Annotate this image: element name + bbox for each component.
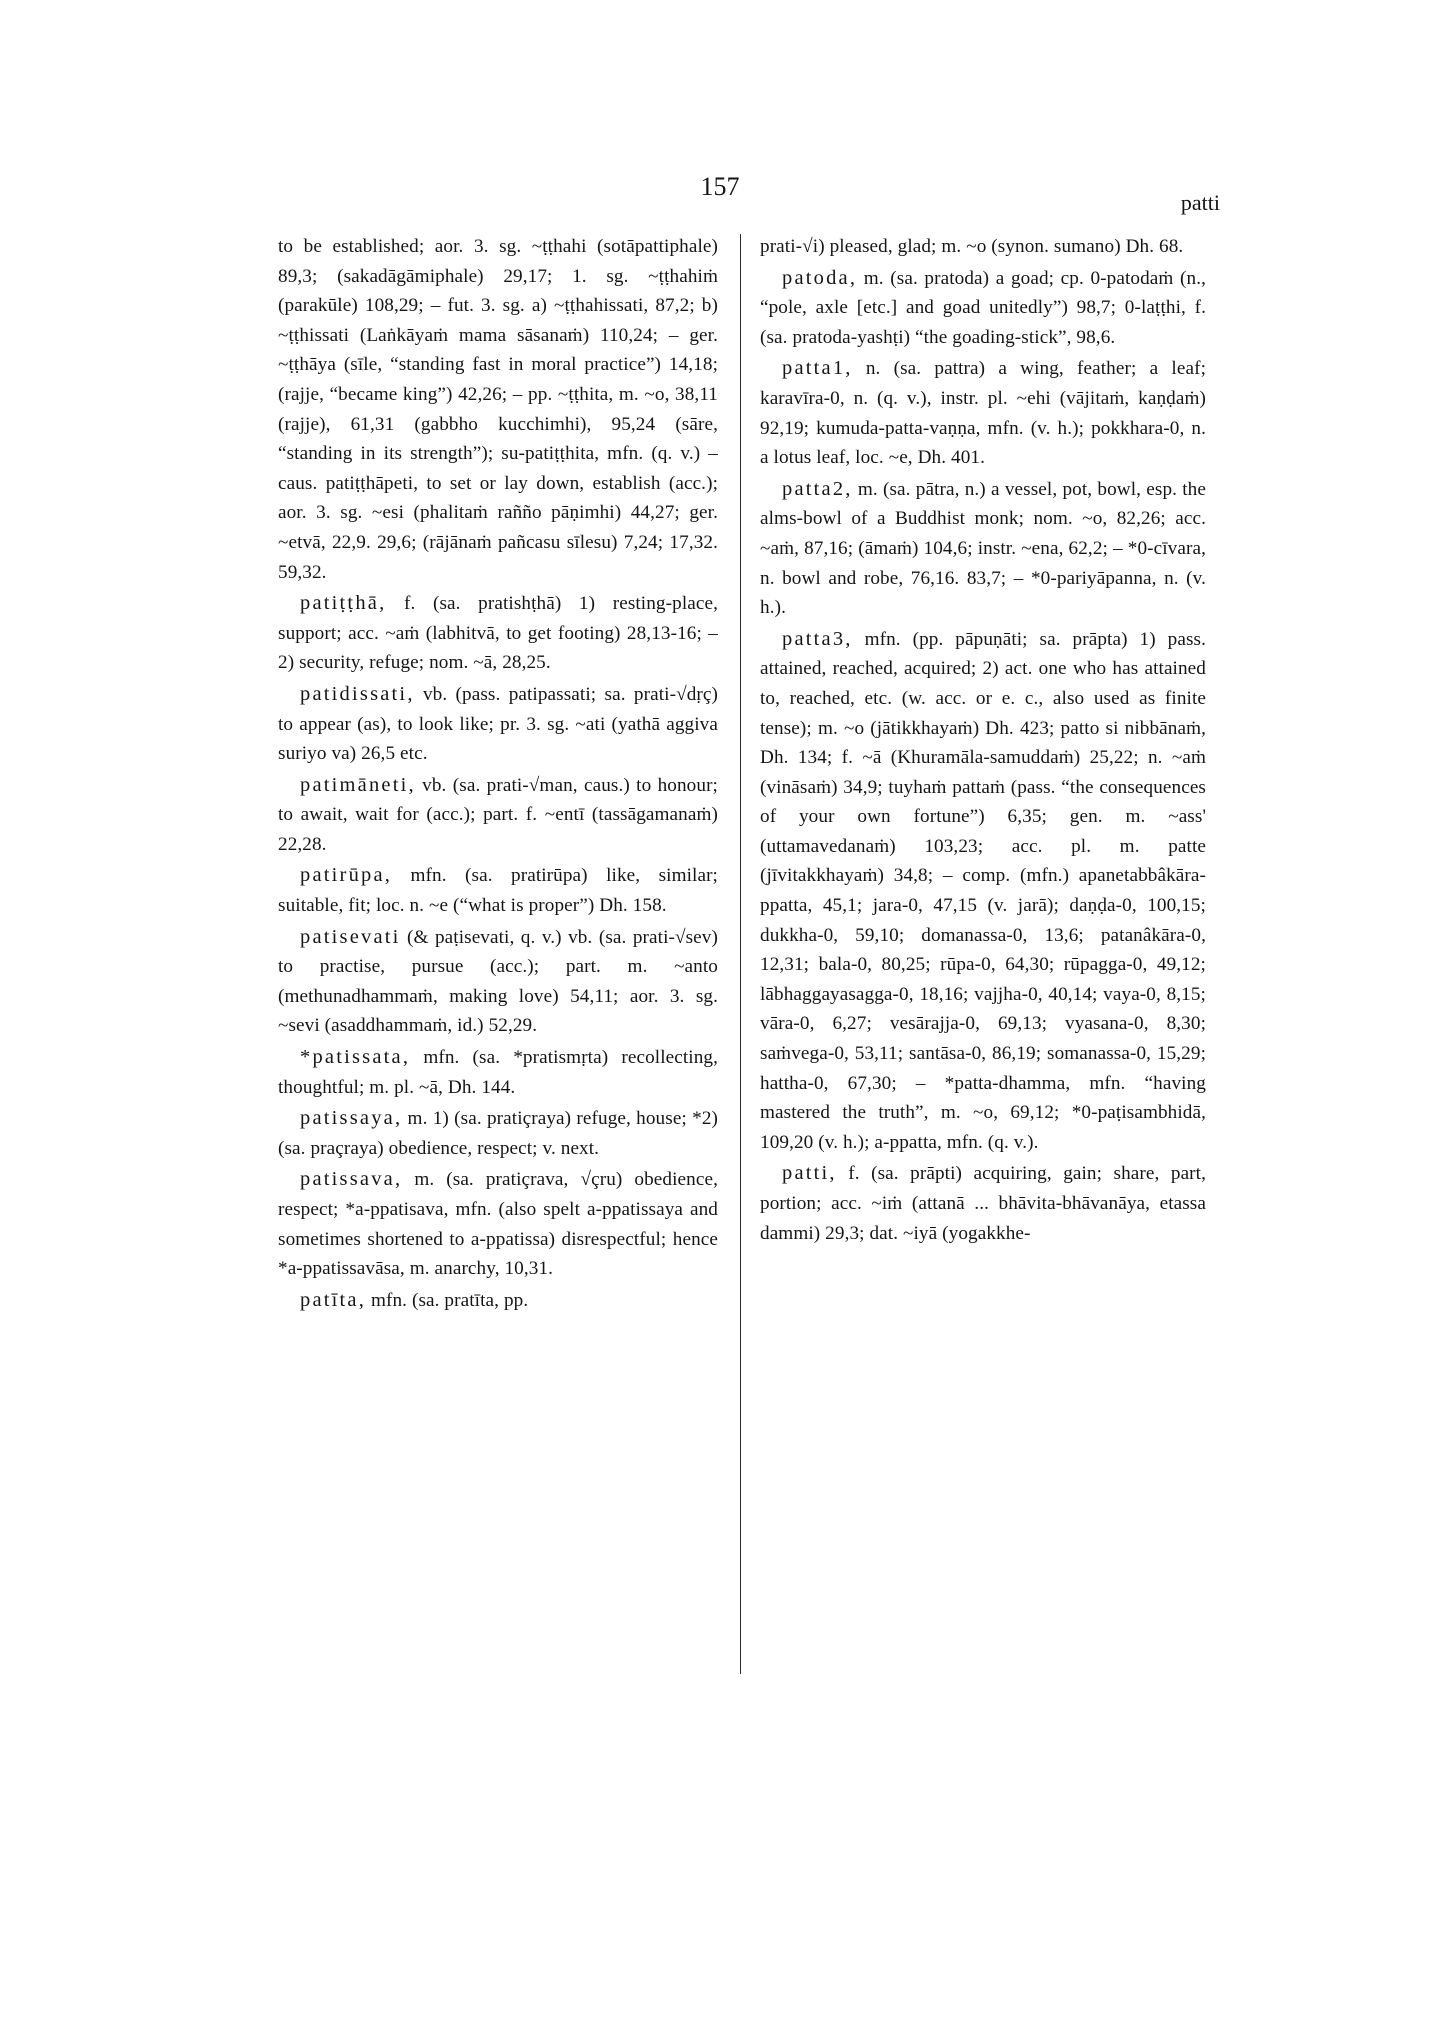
- entry-headword: patidissati,: [300, 682, 415, 705]
- entry-headword: patoda,: [782, 266, 858, 289]
- dictionary-entry: [278, 771, 718, 860]
- entry-text: (& paṭisevati, q. v.) vb. (sa. prati-√sev) to practise, pursue (acc.); part. m. ~anto (methunadhammaṁ, making love) 54,11; aor. 3. sg. ~sevi (asaddhammaṁ, id.) 52,29.: [278, 926, 718, 1037]
- dictionary-entry: [278, 680, 718, 769]
- entry-headword: patti,: [782, 1162, 837, 1185]
- dictionary-entry: [278, 1043, 718, 1102]
- dictionary-entry: [278, 923, 718, 1041]
- entry-text: vb. (sa. prati-√man, caus.) to honour; to await, wait for (acc.); part. f. ~entī (tassāgamanaṁ) 22,28.: [278, 774, 718, 855]
- entry-headword: patiṭṭhā,: [300, 592, 387, 615]
- entry-text: f. (sa. prāpti) acquiring, gain; share, part, portion; acc. ~iṁ (attanā ... bhāvita-bhāvanāya, etassa dammi) 29,3; dat. ~iyā (yogakkhe-: [760, 1163, 1207, 1244]
- dictionary-entry: [278, 1165, 718, 1283]
- dictionary-entry: [760, 264, 1206, 353]
- entry-text: vb. (pass. patipassati; sa. prati-√dṛç) to appear (as), to look like; pr. 3. sg. ~ati (yathā aggiva suriyo va) 26,5 etc.: [278, 683, 718, 765]
- column-divider: [740, 234, 741, 1674]
- entry-text: prati-√i) pleased, glad; m. ~o (synon. sumano) Dh. 68.: [760, 236, 1184, 257]
- entry-text: to be established; aor. 3. sg. ~ṭṭhahi (sotāpattiphale) 89,3; (sakadāgāmiphale) 29,17; 1. sg. ~ṭṭhahiṁ (parakūle) 108,29; – fut. 3. sg. a) ~ṭṭhahissati, 87,2; b) ~ṭṭhissati (Laṅkāyaṁ mama sāsanaṁ) 110,24; – ger. ~ṭṭhāya (sīle, “standing fast in moral practice”) 14,18; (rajje, “became king”) 42,26; – pp. ~ṭṭhita, m. ~o, 38,11 (rajje), 61,31 (gabbho kucchimhi), 95,24 (sāre, “standing in its strength”); su-patiṭṭhita, mfn. (q. v.) – caus. patiṭṭhāpeti, to set or lay down, establish (acc.); aor. 3. sg. ~esi (phalitaṁ rañño pāṇimhi) 44,27; ger. ~etvā, 22,9. 29,6; (rājānaṁ pañcasu sīlesu) 7,24; 17,32. 59,32.: [278, 236, 718, 583]
- dictionary-entry: [760, 475, 1206, 623]
- entry-headword: patīta,: [300, 1288, 367, 1311]
- entry-text: mfn. (sa. pratīta, pp.: [370, 1289, 529, 1311]
- entry-headword: patta2,: [782, 477, 853, 500]
- dictionary-entry: [278, 1104, 718, 1163]
- dictionary-entry: [278, 1286, 718, 1316]
- entry-text: m. 1) (sa. pratiçraya) refuge, house; *2) (sa. praçraya) obedience, respect; v. next.: [278, 1108, 718, 1159]
- entry-headword: patissava,: [300, 1168, 403, 1191]
- entry-text: mfn. (sa. pratirūpa) like, similar; suitable, fit; loc. n. ~e (“what is proper”) Dh. 158.: [278, 865, 718, 917]
- page-number: 157: [700, 172, 740, 201]
- left-column: [278, 232, 718, 1315]
- entry-headword: patimāneti,: [300, 773, 416, 796]
- entry-text: n. (sa. pattra) a wing, feather; a leaf; karavīra-0, n. (q. v.), instr. pl. ~ehi (vājitaṁ, kaṇḍaṁ) 92,19; kumuda-patta-vaṇṇa, mfn. (v. h.); pokkhara-0, n. a lotus leaf, loc. ~e, Dh. 401.: [760, 358, 1206, 469]
- dictionary-entry: [278, 589, 718, 678]
- entry-text: mfn. (pp. pāpuṇāti; sa. prāpta) 1) pass. attained, reached, acquired; 2) act. one who has attained to, reached, etc. (w. acc. or e. c., also used as finite tense); m. ~o (jātikkhayaṁ) Dh. 423; patto si nibbānaṁ, Dh. 134; f. ~ā (Khuramāla-samuddaṁ) 25,22; n. ~aṁ (vināsaṁ) 34,9; tuyhaṁ pattaṁ (pass. “the consequences of your own fortune”) 6,35; gen. m. ~ass' (uttamavedanaṁ) 103,23; acc. pl. m. patte (jīvitakkhayaṁ) 34,8; – comp. (mfn.) apanetabbâkāra-ppatta, 45,1; jara-0, 47,15 (v. jarā); daṇḍa-0, 100,15; dukkha-0, 59,10; domanassa-0, 13,6; patanâkāra-0, 12,31; bala-0, 80,25; rūpa-0, 64,30; rūpagga-0, 49,12; lābhaggayasagga-0, 18,16; vajjha-0, 40,14; vaya-0, 8,15; vāra-0, 6,27; vesārajja-0, 69,13; vyasana-0, 8,30; saṁvega-0, 53,11; santāsa-0, 86,19; somanassa-0, 15,29; hattha-0, 67,30; – *patta-dhamma, mfn. “having mastered the truth”, m. ~o, 69,12; *0-paṭisambhidā, 109,20 (v. h.); a-ppatta, mfn. (q. v.).: [760, 628, 1206, 1153]
- entry-text: mfn. (sa. *pratismṛta) recollecting, thoughtful; m. pl. ~ā, Dh. 144.: [278, 1047, 718, 1098]
- dictionary-entry: [278, 861, 718, 920]
- entry-headword: patta3,: [782, 627, 853, 650]
- entry-text: m. (sa. pātra, n.) a vessel, pot, bowl, esp. the alms-bowl of a Buddhist monk; nom. ~o, 82,26; acc. ~aṁ, 87,16; (āmaṁ) 104,6; instr. ~ena, 62,2; – *0-cīvara, n. bowl and robe, 76,16. 83,7; – *0-pariyāpanna, n. (v. h.).: [760, 478, 1206, 619]
- entry-headword: patissaya,: [300, 1107, 403, 1130]
- entry-headword: *patissata,: [300, 1046, 411, 1069]
- entry-headword: patirūpa,: [300, 864, 393, 887]
- entry-headword: patisevati: [300, 925, 401, 948]
- right-column: [760, 232, 1206, 1248]
- entry-text: m. (sa. pratoda) a goad; cp. 0-patodaṁ (n., “pole, axle [etc.] and goad unitedly”) 98,7; 0-laṭṭhi, f. (sa. pratoda-yashṭi) “the goading-stick”, 98,6.: [760, 267, 1206, 348]
- entry-text: f. (sa. pratishṭhā) 1) resting-place, support; acc. ~aṁ (labhitvā, to get footing) 28,13-16; – 2) security, refuge; nom. ~ā, 28,25.: [278, 593, 718, 674]
- dictionary-entry: [278, 232, 718, 587]
- running-head: patti: [1180, 190, 1220, 215]
- entry-headword: patta1,: [782, 357, 853, 380]
- dictionary-entry: [760, 354, 1206, 472]
- entry-text: m. (sa. pratiçrava, √çru) obedience, respect; *a-ppatisava, mfn. (also spelt a-ppatissaya and sometimes shortened to a-ppatissa) disrespectful; hence *a-ppatissavāsa, m. anarchy, 10,31.: [278, 1169, 718, 1280]
- dictionary-entry: [760, 625, 1206, 1158]
- dictionary-entry: [760, 1159, 1206, 1248]
- dictionary-entry: [760, 232, 1206, 262]
